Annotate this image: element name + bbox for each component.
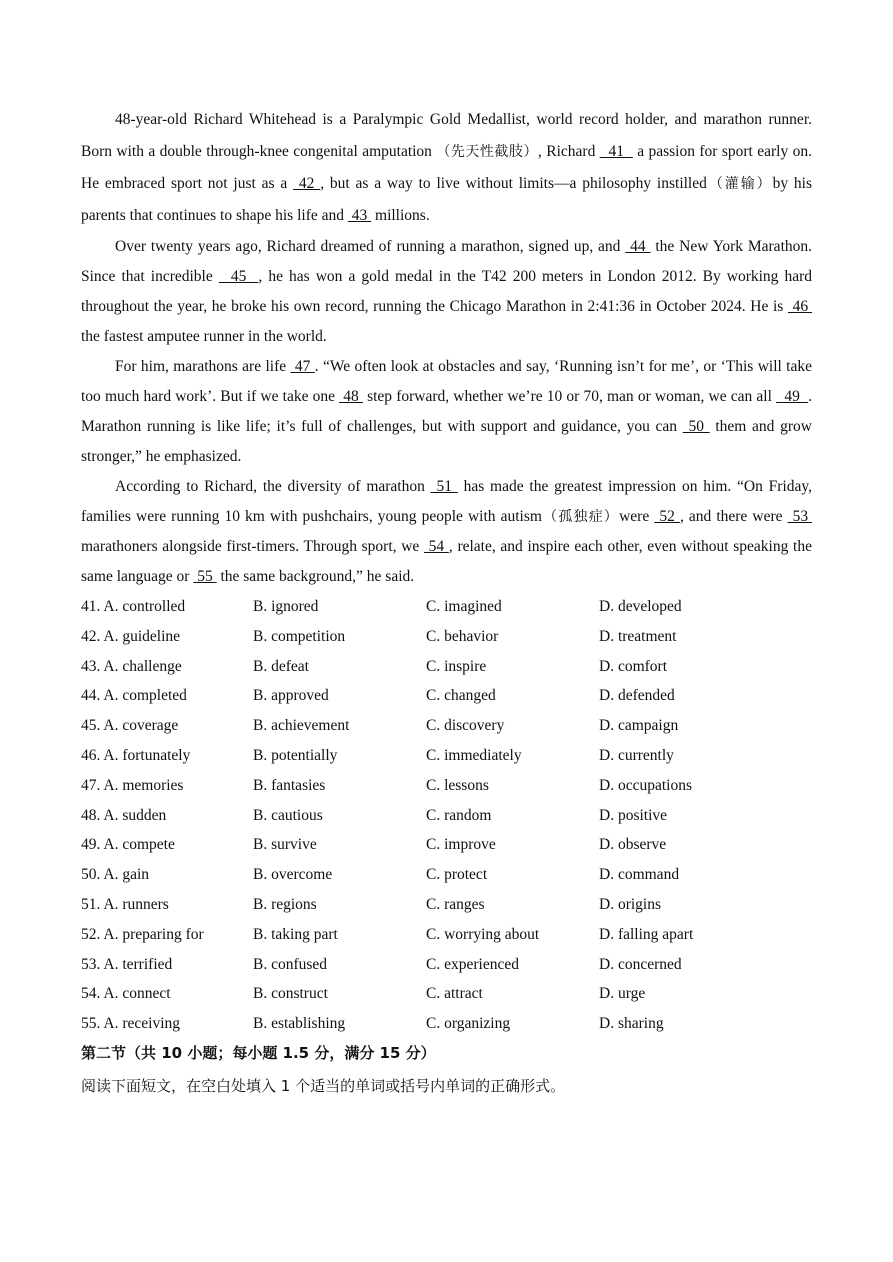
option-53-d: D. concerned	[599, 955, 682, 973]
option-41-b: B. ignored	[253, 598, 319, 615]
blank-54: 54	[423, 538, 449, 555]
option-41-a: 41. A. controlled	[81, 598, 186, 615]
option-row-48	[81, 801, 812, 831]
option-52-c: C. worrying about	[426, 925, 540, 943]
passage-paragraph-3	[81, 352, 812, 472]
option-54-a: 54. A. connect	[81, 985, 171, 1003]
option-row-43	[81, 652, 812, 682]
option-47-c: C. lessons	[426, 776, 489, 794]
section-instruction: 阅读下面短文，在空白处填入 1 个适当的单词或括号内单词的正确形式。	[81, 1077, 566, 1095]
option-49-a: 49. A. compete	[81, 836, 175, 854]
blank-48: 48	[339, 388, 363, 405]
option-52-a: 52. A. preparing for	[81, 925, 204, 943]
blank-44: 44	[625, 238, 651, 255]
blank-47: 47	[290, 358, 315, 375]
option-44-d: D. defended	[599, 687, 675, 705]
option-44-a: 44. A. completed	[81, 687, 187, 705]
passage-text: , relate, and inspire each other, even without speaking the same language or	[81, 538, 812, 585]
blank-42: 42	[293, 175, 321, 192]
blank-53: 53	[787, 508, 813, 525]
option-53-b: B. confused	[253, 955, 328, 973]
option-51-b: B. regions	[253, 895, 317, 913]
passage-paragraph-2	[81, 232, 812, 352]
option-48-c: C. random	[426, 806, 492, 824]
option-row-54	[81, 979, 812, 1009]
passage-text: a passion for sport early on. He embraced sport not just as a	[81, 143, 812, 192]
option-54-d: D. urge	[599, 985, 646, 1003]
option-row-50	[81, 860, 812, 890]
blank-50: 50	[682, 418, 710, 435]
option-42-b: B. competition	[253, 627, 346, 645]
option-55-c: C. organizing	[426, 1015, 511, 1033]
passage-text: For him, marathons are life	[115, 358, 291, 375]
passage-text: the New York Marathon. Since that incredible	[81, 238, 812, 285]
option-52-b: B. taking part	[253, 925, 338, 943]
option-43-b: B. defeat	[253, 657, 309, 675]
option-55-b: B. establishing	[253, 1015, 346, 1033]
option-row-44	[81, 681, 812, 711]
option-row-51	[81, 890, 812, 920]
option-row-52	[81, 920, 812, 950]
blank-49: 49	[776, 388, 809, 405]
passage-text: , but as a way to live without limits—a philosophy instilled	[320, 175, 707, 192]
passage-text: them and grow stronger,” he emphasized.	[81, 418, 812, 465]
option-51-c: C. ranges	[426, 895, 485, 913]
passage-text: were	[619, 508, 655, 525]
section-heading: 第二节（共 10 小题；每小题 1.5 分，满分 15 分）	[81, 1044, 436, 1062]
option-41-c: C. imagined	[426, 598, 502, 615]
option-54-c: C. attract	[426, 985, 483, 1003]
option-50-d: D. command	[599, 866, 680, 884]
option-49-c: C. improve	[426, 836, 496, 854]
passage-text: According to Richard, the diversity of marathon	[115, 478, 431, 495]
option-42-d: D. treatment	[599, 627, 677, 645]
option-55-d: D. sharing	[599, 1015, 664, 1033]
reading-passage	[81, 104, 812, 592]
option-55-a: 55. A. receiving	[81, 1015, 181, 1033]
option-45-d: D. campaign	[599, 717, 679, 735]
option-48-a: 48. A. sudden	[81, 806, 167, 824]
passage-paragraph-4	[81, 472, 812, 592]
option-row-55	[81, 1009, 812, 1039]
blank-51: 51	[430, 478, 458, 495]
option-row-49	[81, 830, 812, 860]
option-row-45	[81, 711, 812, 741]
passage-text: . “We often look at obstacles and say, ‘Running isn’t for me’, or ‘This will take too much hard work’. But if we take one	[81, 358, 812, 405]
option-49-d: D. observe	[599, 836, 667, 854]
blank-43: 43	[347, 207, 372, 224]
option-51-d: D. origins	[599, 895, 661, 913]
passage-text: , Richard	[537, 143, 600, 160]
passage-text: by his parents that continues to shape his life and	[81, 175, 813, 224]
option-43-c: C. inspire	[426, 657, 487, 675]
option-49-b: B. survive	[253, 836, 317, 854]
passage-text: the same background,” he said.	[216, 568, 415, 585]
option-row-46	[81, 741, 812, 771]
option-43-a: 43. A. challenge	[81, 657, 182, 675]
passage-text: has made the greatest impression on him. “On Friday, families were running 10 km with pushchairs, young people with autism	[81, 478, 813, 525]
option-46-d: D. currently	[599, 746, 674, 764]
option-43-d: D. comfort	[599, 657, 668, 675]
option-50-c: C. protect	[426, 866, 488, 884]
option-41-d: D. developed	[599, 598, 682, 615]
option-row-53	[81, 950, 812, 980]
option-row-42	[81, 622, 812, 652]
option-42-c: C. behavior	[426, 627, 499, 645]
passage-text: , and there were	[679, 508, 788, 525]
option-46-a: 46. A. fortunately	[81, 746, 191, 764]
passage-text: millions.	[371, 207, 430, 224]
option-42-a: 42. A. guideline	[81, 627, 181, 645]
chinese-gloss: （孤独症）	[541, 509, 620, 525]
option-45-a: 45. A. coverage	[81, 717, 179, 735]
option-44-b: B. approved	[253, 687, 329, 705]
option-48-d: D. positive	[599, 806, 668, 824]
passage-text: Over twenty years ago, Richard dreamed of running a marathon, signed up, and	[115, 238, 626, 255]
passage-text: 48-year-old Richard Whitehead is a Paralympic Gold Medallist, world record holder, and marathon runner. Born with a double through-knee congenital amputation	[81, 111, 812, 160]
blank-45: 45	[218, 268, 259, 285]
option-45-b: B. achievement	[253, 717, 350, 735]
passage-paragraph-1	[81, 104, 812, 232]
option-45-c: C. discovery	[426, 717, 505, 735]
option-50-a: 50. A. gain	[81, 866, 150, 884]
chinese-gloss: （先天性截肢）	[436, 144, 538, 160]
passage-text: . Marathon running is like life; it’s full of challenges, but with support and guidance, you can	[81, 388, 813, 435]
passage-text: marathoners alongside first-timers. Through sport, we	[81, 538, 424, 555]
passage-text: , he has won a gold medal in the T42 200 meters in London 2012. By working hard throughout the year, he broke his own record, running the Chicago Marathon in 2:41:36 in October 2024. He is	[81, 268, 813, 315]
option-47-d: D. occupations	[599, 776, 692, 794]
option-46-c: C. immediately	[426, 746, 522, 764]
answer-options	[81, 592, 812, 1039]
option-row-47	[81, 771, 812, 801]
option-48-b: B. cautious	[253, 806, 323, 824]
option-52-d: D. falling apart	[599, 925, 694, 943]
blank-55: 55	[193, 568, 217, 585]
blank-46: 46	[787, 298, 813, 315]
option-54-b: B. construct	[253, 985, 328, 1003]
option-44-c: C. changed	[426, 687, 496, 705]
chinese-gloss: （灌输）	[706, 176, 773, 192]
passage-text: step forward, whether we’re 10 or 70, man or woman, we can all	[362, 388, 777, 405]
option-50-b: B. overcome	[253, 866, 333, 884]
option-47-a: 47. A. memories	[81, 776, 184, 794]
option-53-c: C. experienced	[426, 955, 519, 973]
blank-52: 52	[654, 508, 680, 525]
passage-text: the fastest amputee runner in the world.	[81, 328, 327, 345]
option-row-41	[81, 592, 812, 622]
blank-41: 41	[599, 143, 633, 160]
option-47-b: B. fantasies	[253, 776, 326, 794]
option-46-b: B. potentially	[253, 746, 338, 764]
option-53-a: 53. A. terrified	[81, 955, 173, 973]
option-51-a: 51. A. runners	[81, 895, 169, 913]
